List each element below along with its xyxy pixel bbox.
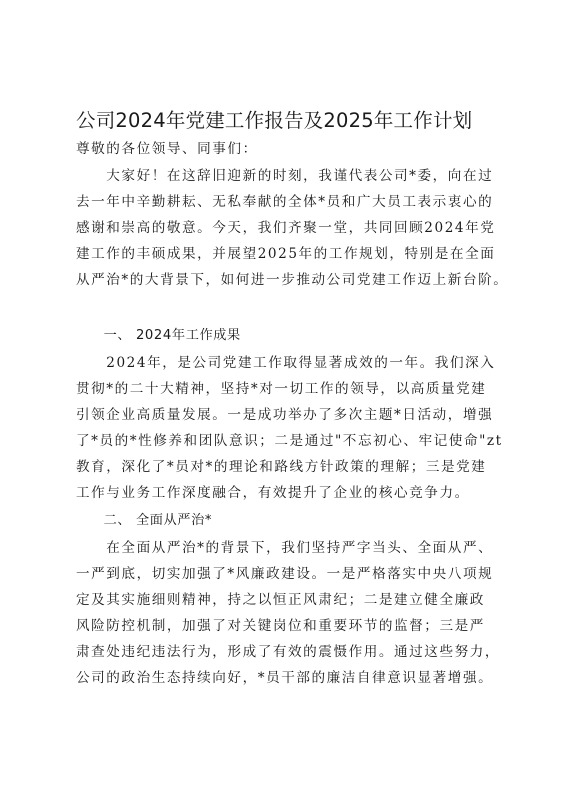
section1-line: 工作与业务工作深度融合，有效提升了企业的核心竞争力。	[76, 485, 470, 501]
intro-line: 建工作的丰硕成果，并展望2025年的工作规划，特别是在全面	[76, 246, 496, 262]
intro-line: 大家好！在这辞旧迎新的时刻，我谨代表公司*委，向在过	[76, 168, 494, 184]
section2-line: 在全面从严治*的背景下，我们坚持严字当头、全面从严、	[76, 540, 494, 556]
salutation: 尊敬的各位领导、同事们：	[76, 141, 258, 157]
section1-line: 2024年，是公司党建工作取得显著成效的一年。我们深入	[76, 355, 496, 371]
section1-line: 贯彻*的二十大精神，坚持*对一切工作的领导，以高质量党建	[76, 381, 487, 397]
section1-line: 了*员的*性修养和团队意识；二是通过"不忘初心、牢记使命"zt	[76, 433, 503, 449]
section2-line: 风险防控机制，加强了对关键岗位和重要环节的监督；三是严	[76, 618, 485, 634]
intro-line: 感谢和崇高的敬意。今天，我们齐聚一堂，共同回顾2024年党	[76, 220, 496, 236]
section2-line: 一严到底，切实加强了*风廉政建设。一是严格落实中央八项规	[76, 566, 494, 582]
document-title: 公司2024年党建工作报告及2025年工作计划	[76, 109, 473, 132]
intro-line: 从严治*的大背景下，如何进一步推动公司党建工作迈上新台阶。	[76, 272, 509, 288]
section-heading-discipline: 二、 全面从严治*	[76, 513, 213, 528]
section2-line: 定及其实施细则精神，持之以恒正风肃纪；二是建立健全廉政	[76, 592, 485, 608]
section1-line: 教育，深化了*员对*的理论和路线方针政策的理解；三是党建	[76, 459, 487, 475]
section2-line: 肃查处违纪违法行为，形成了有效的震慑作用。通过这些努力，	[76, 644, 501, 660]
section1-line: 引领企业高质量发展。一是成功举办了多次主题*日活动，增强	[76, 407, 494, 423]
section-heading-achievements: 一、 2024年工作成果	[76, 328, 241, 343]
intro-line: 去一年中辛勤耕耘、无私奉献的全体*员和广大员工表示衷心的	[76, 194, 494, 210]
section2-line: 公司的政治生态持续向好，*员干部的廉洁自律意识显著增强。	[76, 670, 494, 686]
